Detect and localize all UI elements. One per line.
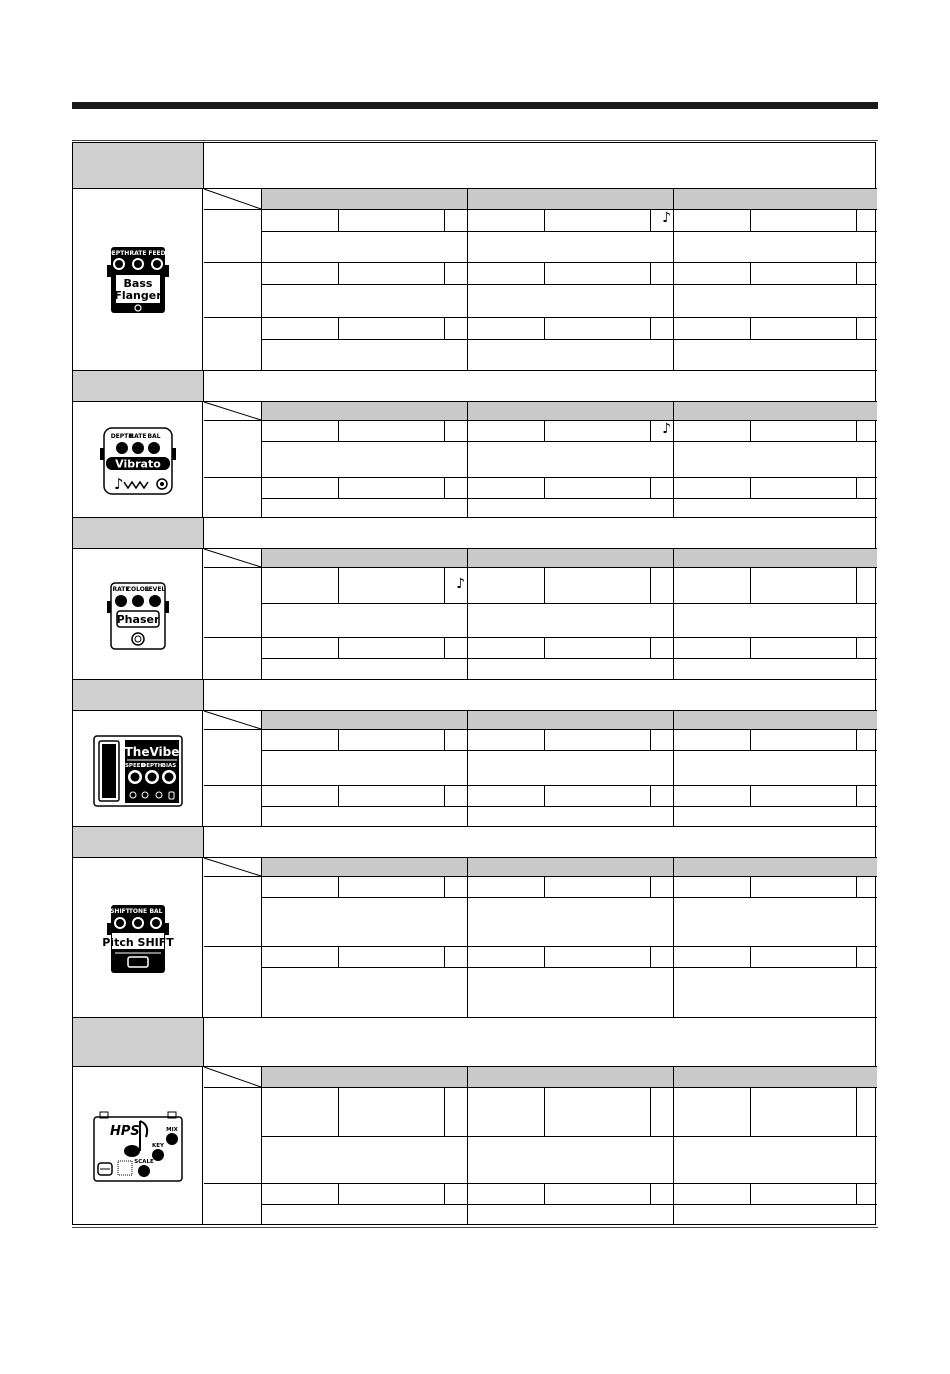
section-header	[73, 1018, 877, 1067]
effect-description-cell	[204, 1018, 877, 1066]
section-bass-flanger	[73, 143, 877, 371]
grid-corner	[204, 1067, 262, 1087]
param-cell	[468, 210, 674, 262]
param-cell	[262, 1184, 468, 1224]
param-cell	[674, 730, 877, 785]
knob-label: FEED	[147, 250, 166, 257]
grid-corner	[204, 402, 262, 420]
param-cell	[674, 1184, 877, 1224]
parameter-row	[204, 318, 877, 371]
parameter-row	[204, 421, 877, 478]
param-cell	[262, 568, 468, 637]
pedal-cell	[73, 402, 203, 518]
section-pitch-shift	[73, 827, 877, 1018]
tempo-sync-note-icon: ♪	[662, 421, 671, 437]
param-group-header	[468, 711, 674, 729]
parameter-row	[204, 568, 877, 638]
pedal-name: TheVibe	[124, 745, 179, 759]
parameter-row	[204, 1184, 877, 1224]
parameter-row	[204, 210, 877, 263]
param-cell	[674, 263, 877, 317]
knob-label: RATE	[112, 586, 129, 593]
pitch-shift-pedal-icon	[101, 903, 174, 975]
pedal-name: Phaser	[116, 613, 159, 626]
section-header	[73, 680, 877, 711]
param-cell	[262, 263, 468, 317]
parameter-grid	[204, 549, 877, 680]
param-cell	[468, 421, 674, 477]
param-cell	[674, 947, 877, 1018]
param-group-header	[262, 189, 468, 209]
param-cell	[262, 1088, 468, 1183]
effect-name-cell	[73, 518, 204, 548]
pedal-name: Flanger	[113, 289, 162, 302]
row-label	[204, 210, 262, 262]
pedal-cell	[73, 858, 203, 1018]
pedal-name: Bass	[123, 277, 152, 290]
param-group-header	[468, 858, 674, 876]
param-cell	[468, 877, 674, 946]
row-label	[204, 263, 262, 317]
param-cell	[262, 638, 468, 680]
param-cell	[468, 1088, 674, 1183]
parameter-row	[204, 478, 877, 518]
row-label	[204, 786, 262, 827]
pedal-name: Vibrato	[114, 457, 161, 471]
row-label	[204, 421, 262, 477]
row-label	[204, 1184, 262, 1224]
param-cell	[262, 478, 468, 518]
phaser-pedal-icon	[107, 581, 169, 651]
parameter-row	[204, 730, 877, 786]
param-group-header	[262, 402, 468, 420]
knob-label: TONE	[128, 908, 147, 915]
grid-header-row	[204, 549, 877, 568]
row-label	[204, 1088, 262, 1183]
parameter-grid	[204, 402, 877, 518]
param-group-header	[468, 549, 674, 567]
section-phaser	[73, 518, 877, 680]
knob-label: BAL	[146, 433, 161, 440]
knob-label: BIAS	[161, 763, 176, 769]
effects-table	[72, 142, 876, 1225]
knob-label: KEY	[151, 1143, 164, 1149]
grid-header-row	[204, 189, 877, 210]
param-group-header	[674, 1067, 877, 1087]
param-group-header	[262, 858, 468, 876]
knob-label: SHIFT	[109, 908, 130, 915]
param-group-header	[262, 1067, 468, 1087]
tempo-sync-note-icon: ♪	[662, 210, 671, 226]
param-cell	[262, 730, 468, 785]
param-group-header	[674, 549, 877, 567]
effect-name-cell	[73, 680, 204, 710]
vibrato-pedal-icon	[100, 426, 176, 496]
section-header	[73, 827, 877, 858]
effect-description-cell	[204, 680, 877, 710]
parameter-row	[204, 638, 877, 680]
effect-name-cell	[73, 1018, 204, 1066]
parameter-row	[204, 877, 877, 947]
param-cell	[674, 786, 877, 827]
section-header	[73, 143, 877, 189]
parameter-grid	[204, 858, 877, 1018]
grid-header-row	[204, 402, 877, 421]
param-group-header	[468, 1067, 674, 1087]
svg-text:♪: ♪	[113, 475, 124, 493]
param-cell	[674, 421, 877, 477]
grid-corner	[204, 549, 262, 567]
knob-label: COLOR	[126, 586, 149, 593]
knob-label: RATE	[129, 433, 146, 440]
knob-label: DEPTH	[106, 250, 129, 257]
param-cell	[468, 638, 674, 680]
row-label	[204, 730, 262, 785]
param-cell	[468, 947, 674, 1018]
grid-corner	[204, 711, 262, 729]
parameter-grid	[204, 1067, 877, 1224]
effect-name-cell	[73, 143, 204, 188]
effect-name-cell	[73, 371, 204, 401]
section-header	[73, 371, 877, 402]
param-cell	[674, 638, 877, 680]
effect-description-cell	[204, 371, 877, 401]
param-cell	[674, 318, 877, 371]
parameter-row	[204, 947, 877, 1018]
param-group-header	[262, 549, 468, 567]
parameter-grid	[204, 711, 877, 827]
row-label	[204, 318, 262, 371]
param-cell	[674, 478, 877, 518]
parameter-row	[204, 786, 877, 827]
parameter-row	[204, 263, 877, 318]
hps-pedal-icon	[92, 1111, 184, 1183]
grid-header-row	[204, 1067, 877, 1088]
row-label	[204, 478, 262, 518]
param-cell	[674, 210, 877, 262]
section-the-vibe	[73, 680, 877, 827]
the-vibe-pedal-icon	[93, 735, 183, 807]
bass-flanger-pedal-icon	[107, 245, 169, 315]
param-cell	[468, 730, 674, 785]
param-group-header	[674, 402, 877, 420]
table-top-rule	[72, 140, 878, 141]
grid-header-row	[204, 711, 877, 730]
effect-description-cell	[204, 827, 877, 857]
param-cell	[262, 877, 468, 946]
param-group-header	[674, 189, 877, 209]
param-cell	[674, 877, 877, 946]
section-vibrato	[73, 371, 877, 518]
row-label	[204, 877, 262, 946]
knob-label: SCALE	[133, 1159, 154, 1165]
grid-corner	[204, 858, 262, 876]
pedal-cell	[73, 189, 203, 371]
top-rule	[72, 102, 878, 109]
pedal-cell	[73, 1067, 203, 1224]
table-bottom-rule	[72, 1227, 878, 1228]
param-cell	[468, 263, 674, 317]
knob-label: DEPTH	[110, 433, 133, 440]
pedal-cell	[73, 711, 203, 827]
param-cell	[262, 210, 468, 262]
parameter-row	[204, 1088, 877, 1184]
param-cell	[262, 421, 468, 477]
param-group-header	[262, 711, 468, 729]
param-group-header	[674, 858, 877, 876]
param-cell	[262, 318, 468, 371]
param-cell	[674, 1088, 877, 1183]
row-label	[204, 638, 262, 680]
knob-label: MIX	[165, 1127, 178, 1133]
param-group-header	[468, 189, 674, 209]
param-group-header	[468, 402, 674, 420]
parameter-grid	[204, 189, 877, 371]
param-cell	[468, 568, 674, 637]
section-header	[73, 518, 877, 549]
knob-label: SPEED	[124, 763, 145, 769]
row-label	[204, 568, 262, 637]
param-cell	[674, 568, 877, 637]
pedal-name: Pitch SHIFT	[101, 936, 174, 949]
param-cell	[468, 1184, 674, 1224]
effect-description-cell	[204, 143, 877, 188]
tempo-sync-note-icon: ♪	[456, 576, 465, 592]
effect-name-cell	[73, 827, 204, 857]
grid-header-row	[204, 858, 877, 877]
param-group-header	[674, 711, 877, 729]
param-cell	[468, 786, 674, 827]
param-cell	[468, 318, 674, 371]
section-hps	[73, 1018, 877, 1224]
param-cell	[468, 478, 674, 518]
knob-label: BAL	[148, 908, 163, 915]
param-cell	[262, 947, 468, 1018]
grid-corner	[204, 189, 262, 209]
pedal-cell	[73, 549, 203, 680]
knob-label: RATE	[129, 250, 146, 257]
param-cell	[262, 786, 468, 827]
effect-description-cell	[204, 518, 877, 548]
row-label	[204, 947, 262, 1018]
knob-label: DEPTH	[141, 763, 162, 769]
knob-label: LEVEL	[144, 586, 165, 593]
pedal-name: HPS	[109, 1124, 140, 1139]
